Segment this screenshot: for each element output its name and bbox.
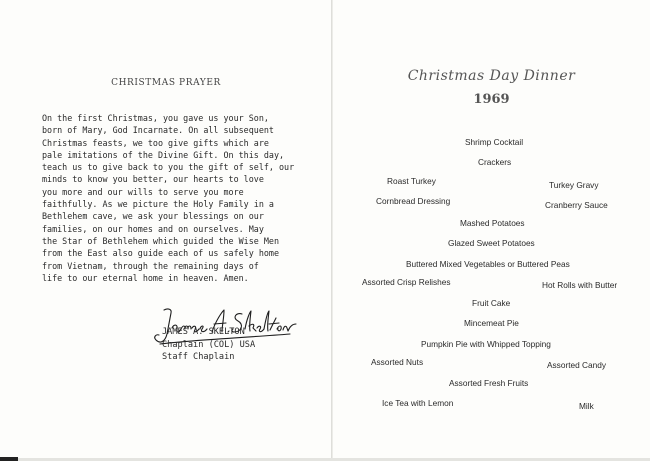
menu-item-fresh-fruits: Assorted Fresh Fruits (449, 378, 529, 388)
prayer-line: life to our eternal home in heaven. Amen. (42, 272, 249, 283)
menu-year: 1969 (473, 92, 510, 107)
prayer-line: pale imitations of the Divine Gift. On this day, (42, 149, 285, 160)
prayer-line: Christmas feasts, we too give gifts which are (42, 137, 269, 148)
menu-item-glazed-sweet-potatoes: Glazed Sweet Potatoes (448, 238, 535, 248)
menu-item-pumpkin-pie: Pumpkin Pie with Whipped Topping (421, 339, 551, 349)
menu-item-cornbread-dressing: Cornbread Dressing (376, 196, 451, 206)
menu-item-roast-turkey: Roast Turkey (387, 176, 436, 186)
menu-item-assorted-nuts: Assorted Nuts (371, 357, 424, 367)
menu-item-turkey-gravy: Turkey Gravy (549, 180, 599, 190)
prayer-line: On the first Christmas, you gave us your Son, (42, 113, 269, 123)
menu-item-iced-tea: Ice Tea with Lemon (382, 398, 454, 408)
menu-item-mincemeat-pie: Mincemeat Pie (464, 318, 519, 328)
prayer-line: faithfully. As we picture the Holy Family in a (42, 199, 274, 210)
scan-shadow (0, 457, 18, 461)
menu-page (333, 0, 650, 461)
prayer-body (42, 112, 320, 284)
menu-item-cranberry-sauce: Cranberry Sauce (545, 200, 608, 210)
prayer-line: minds to know you better, our hearts to love (42, 174, 264, 185)
menu-item-crackers: Crackers (478, 157, 512, 167)
signer-name: JAMES A. SKELTON (162, 327, 245, 337)
menu-item-fruit-cake: Fruit Cake (472, 298, 511, 308)
prayer-line: teach us to give back to you the gift of self, our (42, 162, 295, 173)
prayer-title: CHRISTMAS PRAYER (111, 78, 221, 88)
prayer-line: from Vietnam, through the remaining days of (42, 260, 259, 271)
menu-item-buttered-vegetables: Buttered Mixed Vegetables or Buttered Peas (406, 259, 570, 269)
menu-item-mashed-potatoes: Mashed Potatoes (460, 218, 525, 228)
menu-item-milk: Milk (579, 401, 594, 411)
prayer-line: you more and our wills to serve you more (42, 186, 244, 197)
menu-item-crisp-relishes: Assorted Crisp Relishes (362, 277, 451, 287)
prayer-line: from the East also guide each of us safely home (42, 248, 279, 259)
signer-block (162, 326, 255, 364)
menu-item-assorted-candy: Assorted Candy (547, 360, 607, 370)
menu-item-shrimp-cocktail: Shrimp Cocktail (465, 137, 524, 147)
prayer-line: families, on our homes and on ourselves. May (42, 223, 264, 234)
prayer-line: the Star of Bethlehem which guided the Wise Men (42, 235, 279, 246)
prayer-line: Bethlehem cave, we ask your blessings on our (42, 211, 264, 222)
menu-title: Christmas Day Dinner (407, 68, 576, 84)
signer-position: Staff Chaplain (162, 352, 235, 362)
menu-item-hot-rolls: Hot Rolls with Butter (542, 280, 618, 290)
prayer-line: born of Mary, God Incarnate. On all subsequent (42, 125, 274, 136)
signer-rank: Chaplain (COL) USA (162, 339, 256, 350)
